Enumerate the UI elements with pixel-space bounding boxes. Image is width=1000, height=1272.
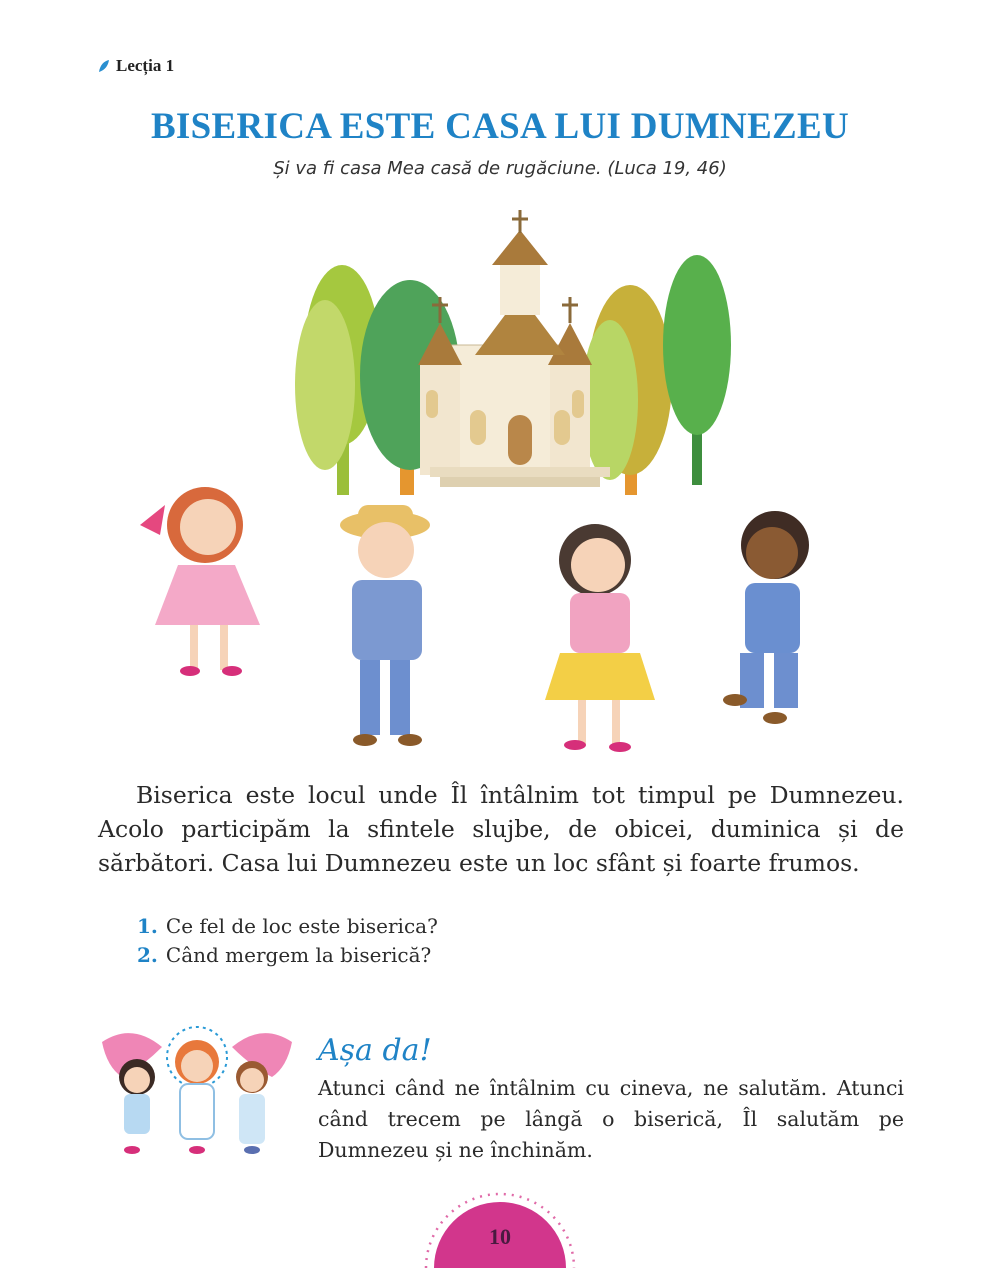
question-text: Ce fel de loc este biserica? <box>165 914 438 938</box>
question-item <box>137 941 438 970</box>
question-number: 2. <box>137 943 158 967</box>
epigraph: Și va fi casa Mea casă de rugăciune. (Luca 19, 46) <box>273 158 727 179</box>
girl-curly-hair <box>545 524 655 752</box>
lesson-label-text: Lecția 1 <box>116 56 175 75</box>
question-item <box>137 912 438 941</box>
question-number: 1. <box>137 914 158 938</box>
boy-straw-hat <box>340 505 430 746</box>
page-title: BISERICA ESTE CASA LUI DUMNEZEU <box>150 106 850 147</box>
tree-left-2 <box>295 300 355 470</box>
tree-right-3 <box>582 320 638 480</box>
aside-title: Așa da! <box>318 1033 432 1068</box>
tree-right-2 <box>663 255 731 485</box>
question-text: Când mergem la biserică? <box>165 943 432 967</box>
questions-list <box>137 912 438 970</box>
angels-illustration <box>92 1022 302 1166</box>
body-paragraph: Biserica este locul unde Îl întâlnim tot timpul pe Dumnezeu. Acolo participăm la sfintele slujbe, de obicei, duminica și de sărbători. Casa lui Dumnezeu este un loc sfânt și foarte frumos. <box>98 781 904 877</box>
girl-red-hair <box>140 487 260 676</box>
lesson-label <box>98 56 174 76</box>
leaf-icon <box>98 59 110 73</box>
church <box>418 210 610 487</box>
page-number: 10 <box>489 1224 511 1249</box>
church-and-children-illustration <box>120 205 860 769</box>
boy-dark-skin <box>723 511 809 724</box>
aside-text: Atunci când ne întâlnim cu cineva, ne salutăm. Atunci când trecem pe lângă o biserică, Îl salutăm pe Dumnezeu și ne închinăm. <box>318 1076 904 1162</box>
